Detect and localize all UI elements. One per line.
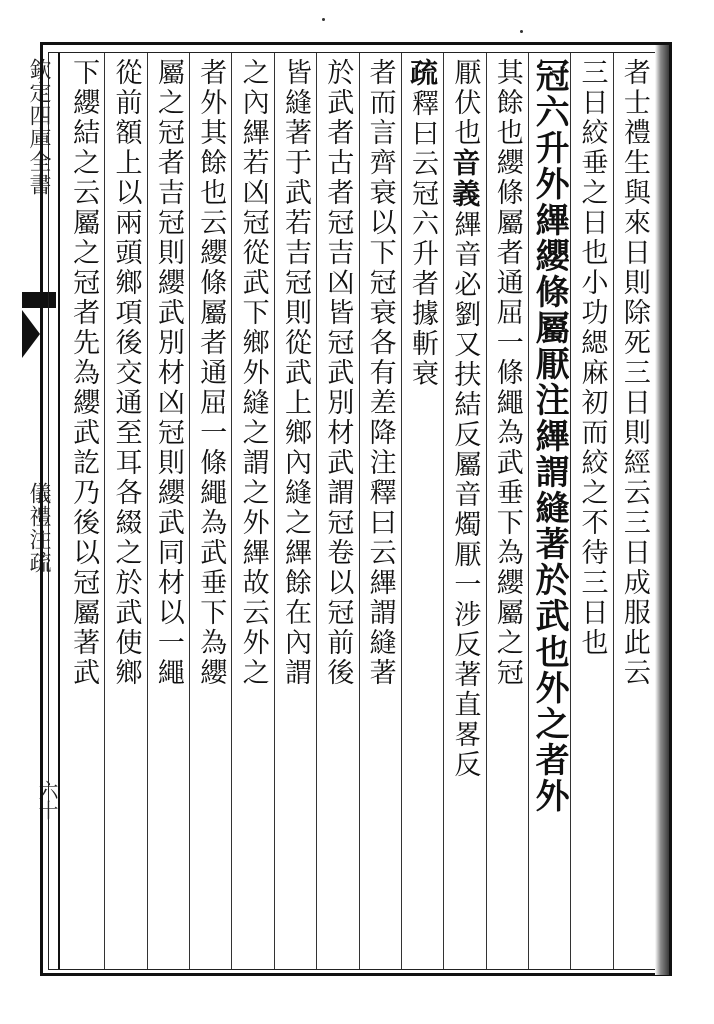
column-text: 者外其餘也云纓條屬者通屈一條繩為武垂下為纓 xyxy=(195,58,227,688)
column-text: 皆縫著于武若吉冠則從武上鄉內縫之縪餘在內謂 xyxy=(279,58,311,688)
section-tag: 疏 xyxy=(406,58,440,89)
section-title: 儀禮注疏 xyxy=(26,482,51,574)
column-rule xyxy=(401,53,402,969)
column-rule xyxy=(274,53,275,969)
text-column xyxy=(360,58,400,958)
text-column xyxy=(233,58,273,958)
column-rule xyxy=(104,53,105,969)
text-column xyxy=(148,58,188,958)
column-text: 冠六升外縪纓條屬厭注縪謂縫著於武也外之者外 xyxy=(529,58,570,814)
text-column xyxy=(614,58,654,958)
column-text: 三日絞垂之日也小功緦麻初而絞之不待三日也 xyxy=(576,58,608,658)
text-column xyxy=(529,58,569,958)
page-number: 六十 xyxy=(35,780,59,820)
text-column xyxy=(571,58,611,958)
column-text: 之內縪若凶冠從武下鄉外縫之謂之外縪故云外之 xyxy=(237,58,269,688)
column-rule xyxy=(486,53,487,969)
text-column xyxy=(402,58,442,958)
text-column xyxy=(63,58,103,958)
column-text: 其餘也纓條屬者通屈一條繩為武垂下為纓屬之冠 xyxy=(491,58,523,688)
fishtail-mark xyxy=(22,310,40,358)
column-text: 釋曰云冠六升者據斬衰 xyxy=(407,89,439,389)
column-rule xyxy=(528,53,529,969)
column-rule xyxy=(443,53,444,969)
text-column xyxy=(190,58,230,958)
column-rule xyxy=(147,53,148,969)
column-text: 屬之冠者吉冠則纓武別材凶冠則纓武同材以一繩 xyxy=(152,58,184,688)
text-column xyxy=(106,58,146,958)
text-column xyxy=(317,58,357,958)
column-text: 厭伏也 xyxy=(449,58,481,148)
page-top-specks xyxy=(0,0,714,42)
column-text: 者而言齊衰以下冠衰各有差降注釋曰云縪謂縫著 xyxy=(364,58,396,688)
book-title: 欽定四庫全書 xyxy=(26,58,51,196)
column-text: 於武者古者冠吉凶皆冠武別材武謂冠卷以冠前後 xyxy=(322,58,354,688)
spine-shadow xyxy=(655,45,669,975)
column-text: 下纓結之云屬之冠者先為纓武訖乃後以冠屬著武 xyxy=(68,58,100,688)
column-text: 者士禮生與來日則除死三日則經云三日成服此云 xyxy=(618,58,650,688)
text-column xyxy=(487,58,527,958)
column-rule xyxy=(359,53,360,969)
column-text: 縪音必劉又扶結反屬音燭厭一涉反著直畧反 xyxy=(449,210,481,780)
column-rule xyxy=(316,53,317,969)
section-tag: 音義 xyxy=(448,148,482,210)
column-rule xyxy=(613,53,614,969)
column-rule xyxy=(231,53,232,969)
column-text: 從前額上以兩頭鄉項後交通至耳各綴之於武使鄉 xyxy=(110,58,142,688)
column-rule xyxy=(189,53,190,969)
text-column xyxy=(444,58,484,958)
column-rule xyxy=(570,53,571,969)
text-column xyxy=(275,58,315,958)
